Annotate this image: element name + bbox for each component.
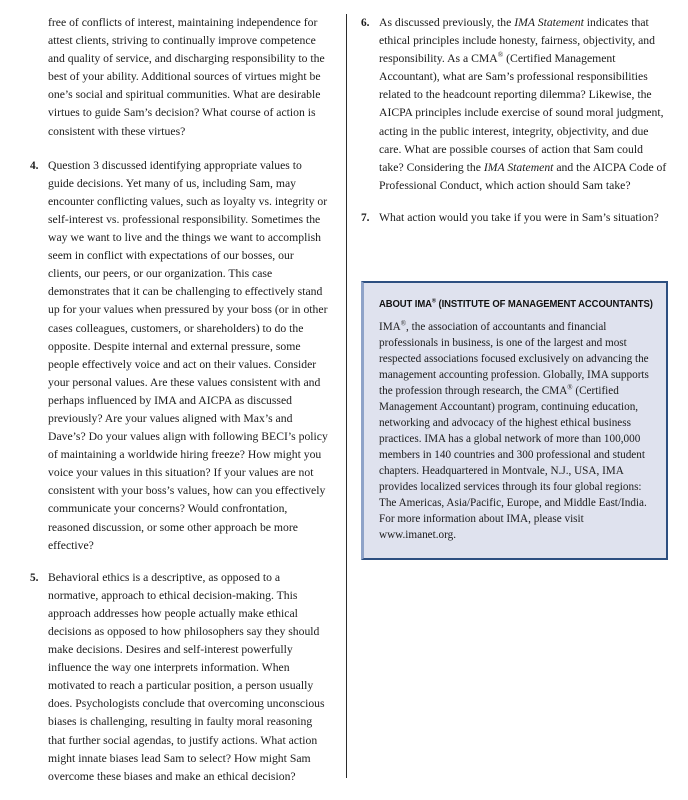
right-column bbox=[361, 14, 668, 241]
q6-italic-ima-statement-1: IMA Statement bbox=[514, 16, 584, 29]
q6-text-segment-4: and the AICPA Code of Professional Conduct, which action should Sam take? bbox=[379, 160, 667, 192]
about-body-segment-2: , the association of accountants and financial professionals in business, is one of the largest and most respected associations focused exclusively on advancing the management accounting profession. Globally, IMA supports the profession through research, the CMA bbox=[379, 321, 649, 397]
about-heading-segment-1: ABOUT IMA bbox=[379, 299, 432, 310]
left-column bbox=[30, 14, 330, 800]
column-divider bbox=[346, 14, 347, 778]
q6-italic-ima-statement-2: IMA Statement bbox=[483, 160, 554, 174]
question-text-6 bbox=[379, 14, 668, 195]
question-text-7: What action would you take if you were in Sam’s situation? bbox=[379, 210, 659, 224]
question-text-5: Behavioral ethics is a descriptive, as opposed to a normative, approach to ethical decision-making. This approach addresses how people actually make ethical decisions as opposed to how philosophers say they should make decisions. Desires and self-interest powerfully influence the way one interprets information. When motivated to reach a particular position, a person usually does. Psychologists conclude that overcoming unconscious biases is challenging, resulting in faulty moral reasoning that further social agendas, to justify actions. What action might innate biases lead Sam to select? How might Sam overcome these biases and make an ethical decision? bbox=[48, 570, 325, 783]
q6-text-segment-2: indicates that ethical principles include honesty, fairness, objectivity, and responsibility. As a CMA bbox=[379, 16, 655, 66]
question-number-5: 5. bbox=[30, 571, 39, 584]
question-number-7: 7. bbox=[361, 211, 370, 224]
q6-text-segment-1: As discussed previously, the bbox=[379, 16, 515, 29]
question-text-4: Question 3 discussed identifying appropriate values to guide decisions. Yet many of us, including Sam, may encounter conflicting values, such as loyalty vs. integrity or self-interest vs. professional responsibility. Sometimes the way we want to live and the things we want to accomplish seem in conflict with expectations of our bosses, our clients, our peers, or our organization. This case demonstrates that it can be challenging to effectively stand up for your values when pressured by your boss (or in other cases colleagues, customers, or shareholders) to do the opposite. Despite internal and external pressure, some people effectively voice and act on their values. Consider your personal values. Are these values consistent with and perhaps influenced by IMA and AICPA as discussed previously? Are your values aligned with Max’s and Dave’s? Do your values align with following BECI’s policy of maintaining a worldwide hiring freeze? How might you voice your values in this situation? If your values are not consistent with your boss’s values, how can you effectively communicate your concerns? Would confrontation, reasoned discussion, or some other approach be more effective? bbox=[48, 158, 328, 552]
continuation-paragraph: free of conflicts of interest, maintaining independence for attest clients, striving to continually improve competence and quality of service, and discharging responsibility to the best of your ability. Additional sources of virtues might be one’s social and spiritual communities. What are desirable virtues to guide Sam’s decision? What course of action is consistent with these virtues? bbox=[48, 16, 325, 138]
question-number-4: 4. bbox=[30, 159, 39, 172]
question-item-5 bbox=[30, 569, 330, 786]
registered-trademark-icon: ® bbox=[431, 298, 437, 305]
about-ima-heading bbox=[379, 298, 653, 310]
about-ima-sidebar-box bbox=[361, 281, 668, 560]
question-item-4 bbox=[30, 157, 330, 555]
registered-trademark-icon: ® bbox=[400, 319, 407, 328]
about-ima-body bbox=[379, 319, 651, 543]
q6-text-segment-3: (Certified Management Accountant), what are Sam’s professional responsibilities related to the headcount reporting dilemma? Likewise, the AICPA principles include exercise of sound moral judgment, acting in the public interest, integrity, objectivity, and due care. What are possible courses of action that Sam could take? Considering the bbox=[379, 52, 664, 174]
about-heading-segment-2: (INSTITUTE OF MANAGEMENT ACCOUNTANTS) bbox=[436, 299, 653, 310]
question-item-6 bbox=[361, 14, 668, 195]
question-number-6: 6. bbox=[361, 17, 370, 29]
about-body-segment-1: IMA bbox=[379, 321, 401, 333]
registered-trademark-icon: ® bbox=[497, 51, 504, 60]
about-body-segment-3: (Certified Management Accountant) program, continuing education, networking and advocacy of the highest ethical business practices. IMA has a global network of more than 100,000 members in 140 countries and 300 professional and student chapters. Headquartered in Montvale, N.J., USA, IMA provides localized services through its four global regions: The Americas, Asia/Pacific, Europe, and Middle East/India. For more information about IMA, please visit www.imanet.org. bbox=[379, 385, 647, 541]
registered-trademark-icon: ® bbox=[567, 383, 573, 392]
question-item-7 bbox=[361, 209, 668, 227]
